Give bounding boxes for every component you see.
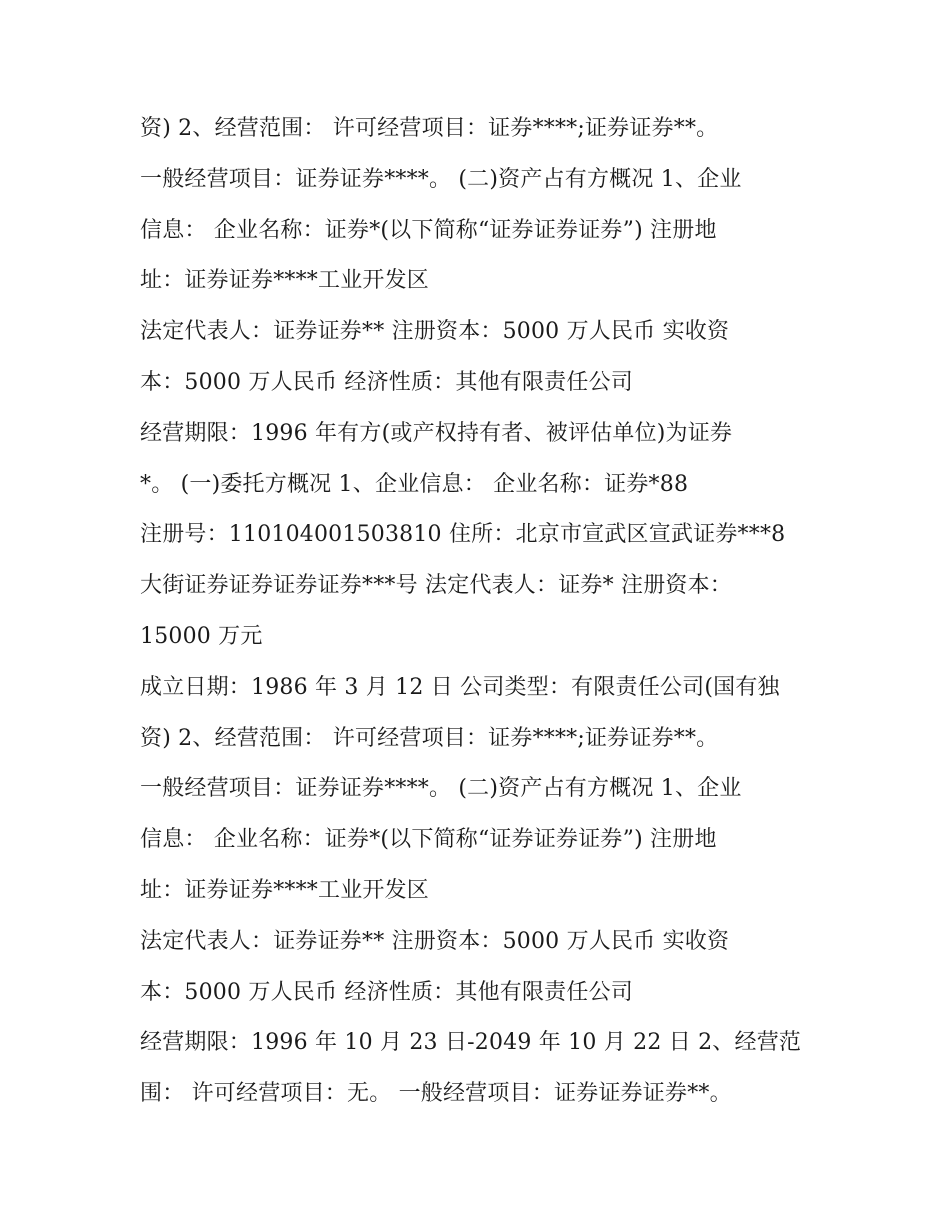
text-line: 注册号：110104001503810 住所：北京市宣武区宣武证券***8 <box>140 522 786 548</box>
text-line: 本：5000 万人民币 经济性质：其他有限责任公司 <box>140 979 633 1005</box>
document-body <box>140 104 820 1120</box>
text-line: 一般经营项目：证券证券****。 (二)资产占有方概况 1、企业 <box>140 166 742 192</box>
text-line: 本：5000 万人民币 经济性质：其他有限责任公司 <box>140 369 633 395</box>
text-line: 大街证券证券证券证券***号 法定代表人：证券* 注册资本： <box>140 573 732 599</box>
text-line: 法定代表人：证券证券** 注册资本：5000 万人民币 实收资 <box>140 928 730 954</box>
text-line: 围： 许可经营项目：无。 一般经营项目：证券证券证券**。 <box>140 1081 732 1107</box>
text-line: *。 (一)委托方概况 1、企业信息： 企业名称：证券*88 <box>140 471 689 497</box>
text-line: 15000 万元 <box>140 623 263 649</box>
text-line: 信息： 企业名称：证券*(以下简称“证券证券证券”) 注册地 <box>140 827 717 853</box>
text-line: 成立日期：1986 年 3 月 12 日 公司类型：有限责任公司(国有独 <box>140 674 780 700</box>
text-line: 资) 2、经营范围： 许可经营项目：证券****;证券证券**。 <box>140 116 719 141</box>
text-line: 信息： 企业名称：证券*(以下简称“证券证券证券”) 注册地 <box>140 217 717 243</box>
text-line: 资) 2、经营范围： 许可经营项目：证券****;证券证券**。 <box>140 725 719 751</box>
text-line: 址：证券证券****工业开发区 <box>140 877 430 903</box>
text-line: 一般经营项目：证券证券****。 (二)资产占有方概况 1、企业 <box>140 776 742 802</box>
text-line: 经营期限：1996 年 10 月 23 日-2049 年 10 月 22 日 2、经营范 <box>140 1030 802 1056</box>
text-line: 经营期限：1996 年有方(或产权持有者、被评估单位)为证券 <box>140 420 733 446</box>
text-line: 址：证券证券****工业开发区 <box>140 268 430 294</box>
text-line: 法定代表人：证券证券** 注册资本：5000 万人民币 实收资 <box>140 319 730 345</box>
